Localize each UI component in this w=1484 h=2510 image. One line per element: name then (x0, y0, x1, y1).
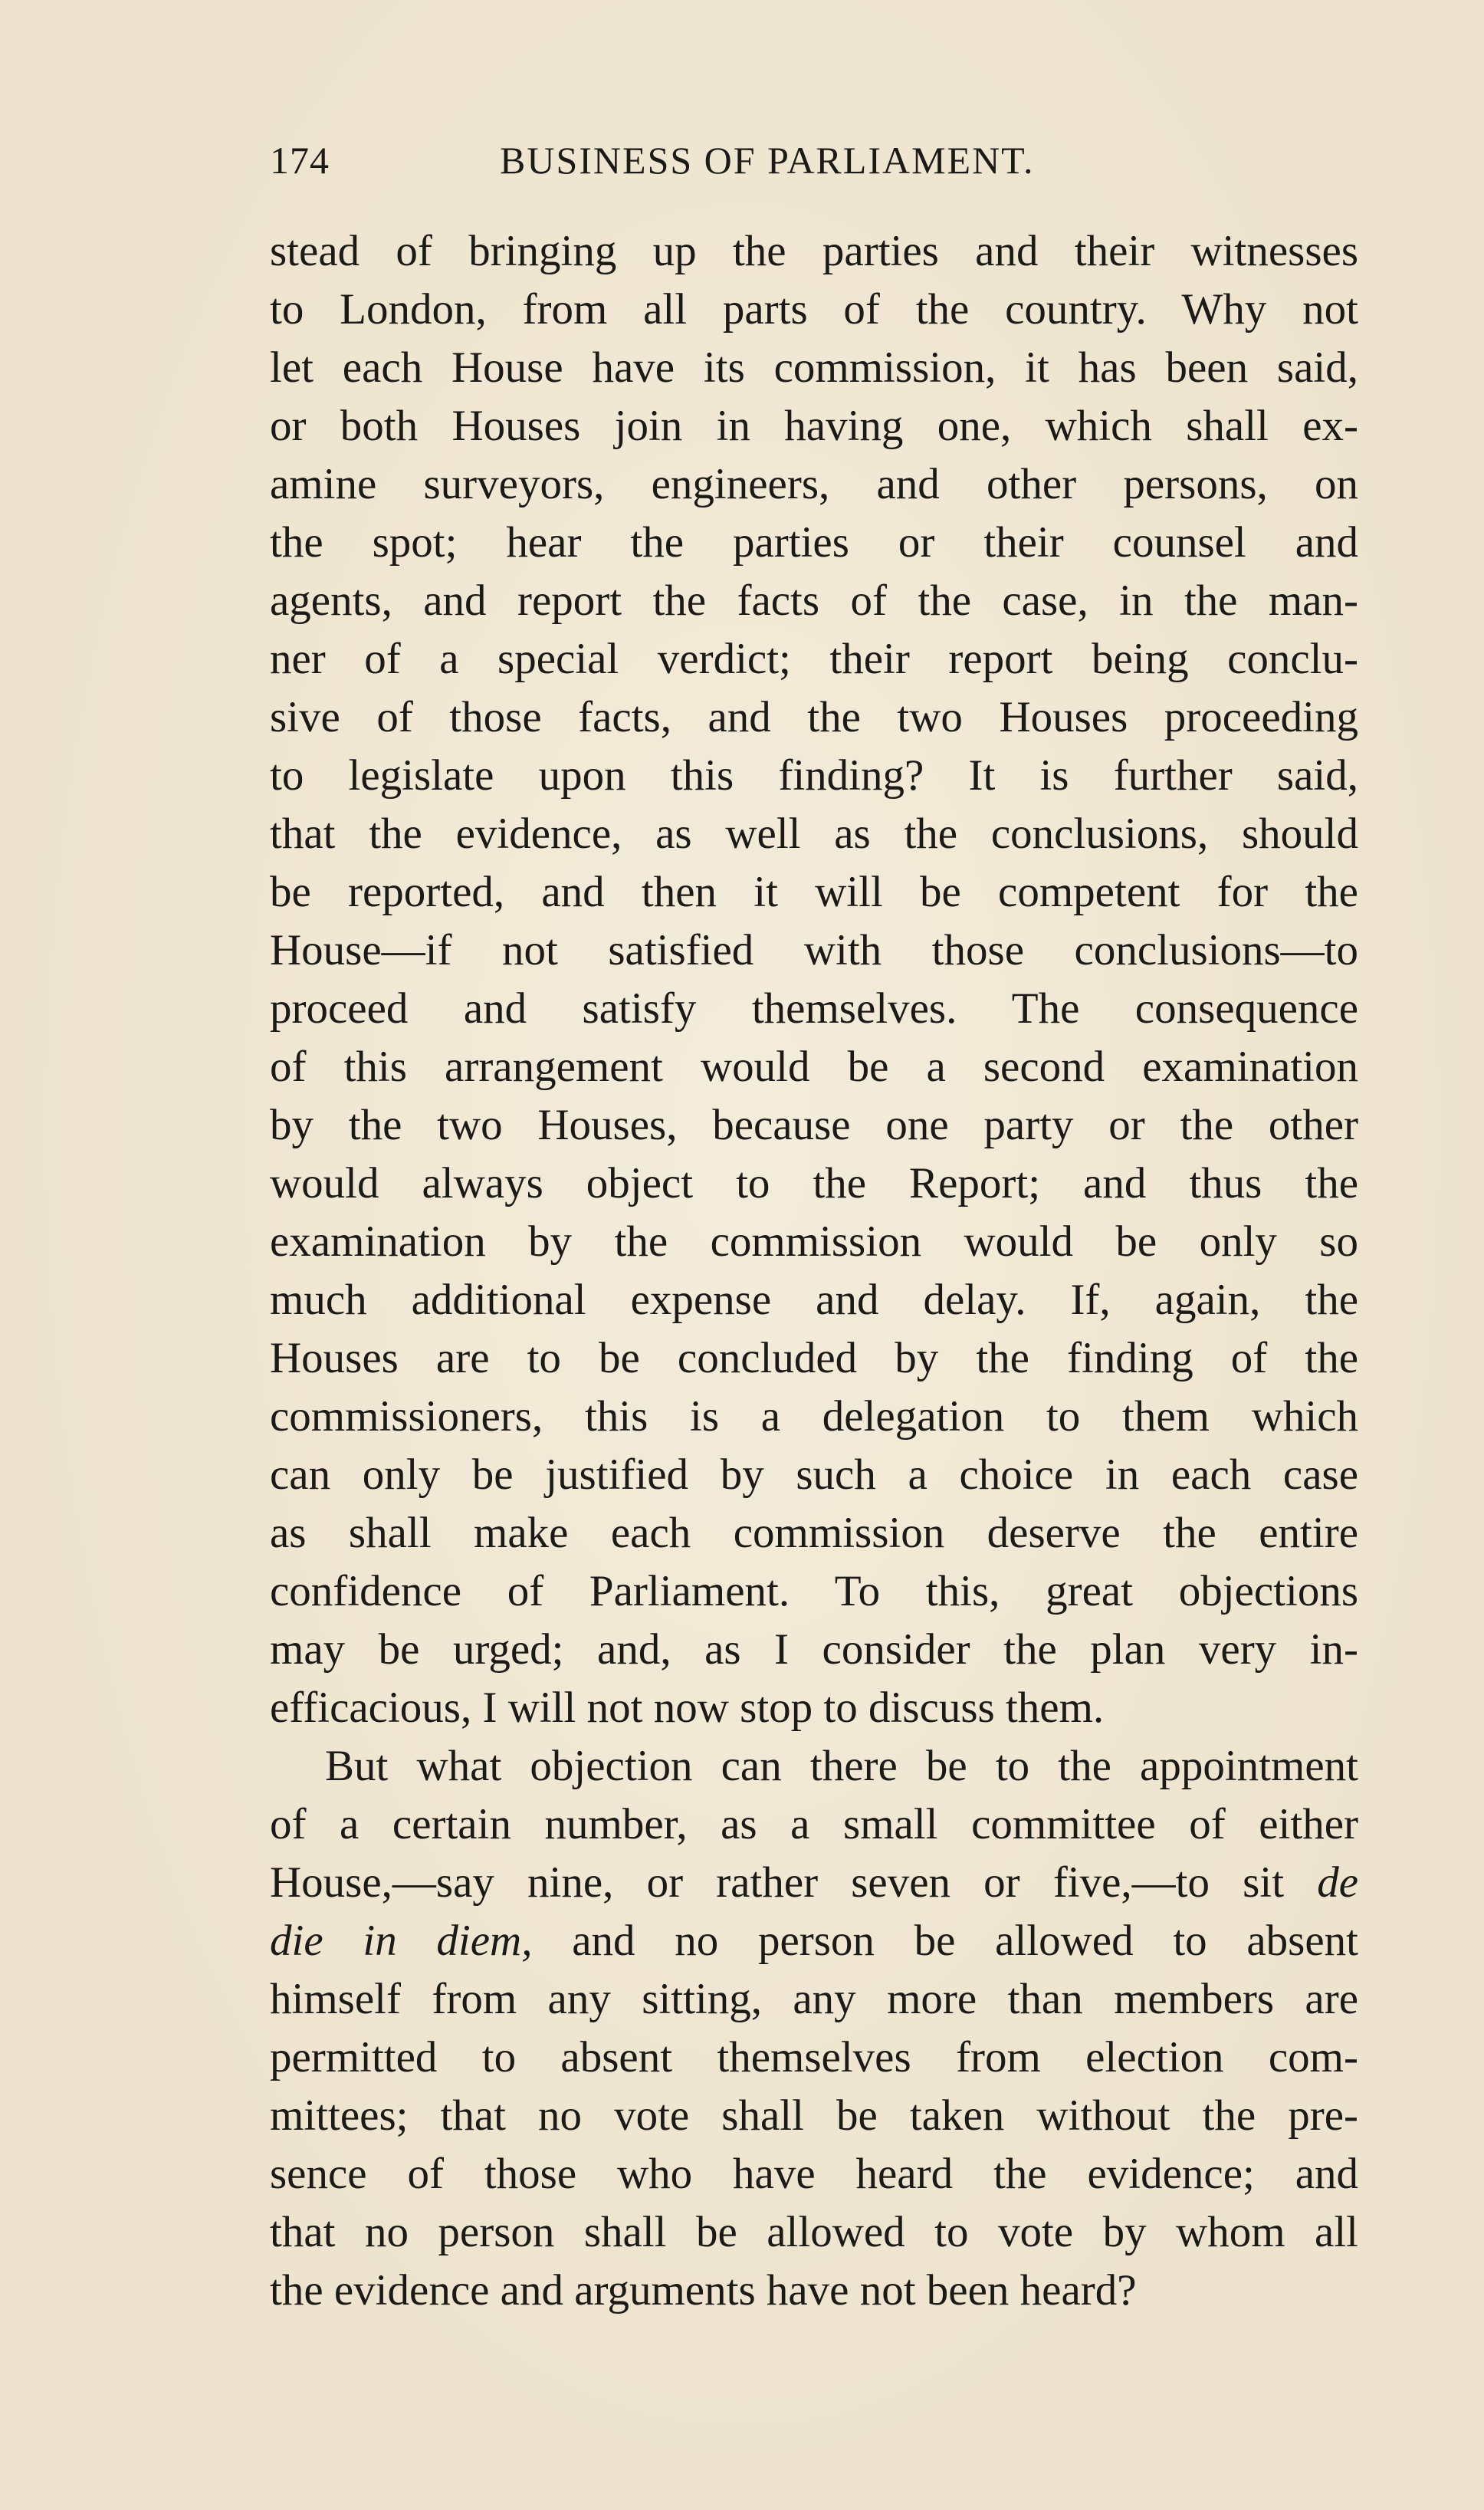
text-line: stead of bringing up the parties and their witnesses (270, 227, 1358, 275)
paragraph-1 (270, 222, 1358, 1737)
page-number: 174 (270, 139, 330, 182)
text-line: himself from any sitting, any more than members are (270, 1975, 1358, 2023)
text-line: let each House have its commission, it has been said, (270, 343, 1358, 392)
text-line: to legislate upon this finding? It is further said, (270, 751, 1358, 800)
text-line: to London, from all parts of the country. Why not (270, 285, 1358, 333)
text-line: that the evidence, as well as the conclusions, should (270, 810, 1358, 858)
text-line: But what objection can there be to the appointment (325, 1742, 1358, 1790)
text-line: or both Houses join in having one, which shall ex- (270, 402, 1358, 450)
text-line (270, 1854, 1358, 1912)
running-title: BUSINESS OF PARLIAMENT. (500, 139, 1035, 182)
text-line (270, 1912, 1358, 1970)
text-line: that no person shall be allowed to vote by whom all (270, 2208, 1358, 2256)
text-line: ner of a special verdict; their report being conclu- (270, 635, 1358, 683)
text-line: commissioners, this is a delegation to them which (270, 1392, 1358, 1441)
paragraph-2 (270, 1737, 1358, 2320)
text-line: much additional expense and delay. If, again, the (270, 1276, 1358, 1324)
text-line: by the two Houses, because one party or the other (270, 1101, 1358, 1149)
text-line: can only be justified by such a choice in each case (270, 1450, 1358, 1499)
latin-phrase: de (1317, 1858, 1358, 1907)
text-segment: and no person be allowed to absent (532, 1917, 1359, 1965)
text-line: mittees; that no vote shall be taken without the pre- (270, 2091, 1358, 2140)
text-line: permitted to absent themselves from election com- (270, 2033, 1358, 2081)
text-line: efficacious, I will not now stop to discuss them. (270, 1684, 1105, 1732)
text-line: proceed and satisfy themselves. The consequence (270, 984, 1358, 1033)
text-line: the evidence and arguments have not been heard? (270, 2266, 1137, 2315)
text-line: as shall make each commission deserve the entire (270, 1509, 1358, 1557)
running-head (270, 138, 1113, 199)
text-line: the spot; hear the parties or their counsel and (270, 518, 1358, 567)
text-line: confidence of Parliament. To this, great objections (270, 1567, 1358, 1615)
text-line: sence of those who have heard the evidence; and (270, 2150, 1358, 2198)
text-line: would always object to the Report; and thus the (270, 1159, 1358, 1207)
text-line: of a certain number, as a small committee of either (270, 1800, 1358, 1848)
body-text (270, 222, 1358, 2320)
text-line: sive of those facts, and the two Houses proceeding (270, 693, 1358, 741)
text-line: examination by the commission would be only so (270, 1217, 1358, 1266)
text-line: House—if not satisfied with those conclusions—to (270, 926, 1358, 974)
text-segment: House,—say nine, or rather seven or five,—to sit (270, 1858, 1318, 1907)
text-line: Houses are to be concluded by the finding of the (270, 1334, 1358, 1382)
text-line: amine surveyors, engineers, and other persons, on (270, 460, 1358, 508)
text-line: be reported, and then it will be competent for the (270, 868, 1358, 916)
text-line: of this arrangement would be a second examination (270, 1043, 1358, 1091)
text-line: agents, and report the facts of the case, in the man- (270, 577, 1358, 625)
text-line: may be urged; and, as I consider the plan very in- (270, 1625, 1358, 1674)
latin-phrase: die in diem, (270, 1917, 533, 1965)
